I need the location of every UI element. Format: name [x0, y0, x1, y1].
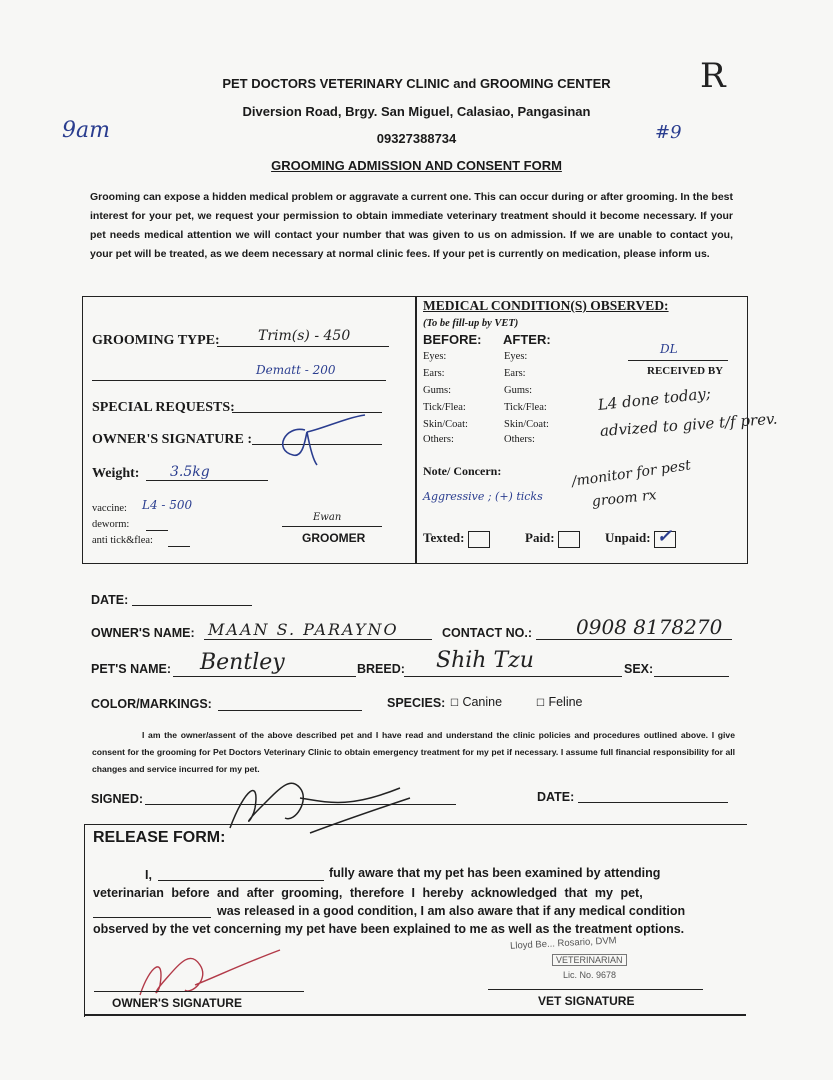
clinic-name: PET DOCTORS VETERINARY CLINIC and GROOMING CENTER — [222, 76, 611, 91]
after-eyes: Eyes: — [504, 351, 528, 362]
species-label: SPECIES: — [387, 696, 446, 710]
owner-name-line — [204, 639, 432, 640]
vet-note-2: advized to give t/f prev. — [599, 409, 779, 440]
contact-value: 0908 8178270 — [576, 615, 723, 639]
release-text-4: observed by the vet concerning my pet have been explained to me as well as the treatment options. — [93, 922, 685, 936]
before-skincoat: Skin/Coat: — [423, 419, 468, 430]
owner-signature-scribble-1 — [265, 410, 375, 470]
contact-line — [536, 639, 732, 640]
date-label: DATE: — [91, 593, 129, 607]
after-ears: Ears: — [504, 368, 526, 379]
feline-label: Feline — [548, 695, 583, 709]
sex-line — [654, 676, 729, 677]
groomer-line — [282, 526, 382, 527]
before-eyes: Eyes: — [423, 351, 447, 362]
queue-number: #9 — [655, 122, 682, 143]
medical-subtitle: (To be fill-up by VET) — [423, 318, 519, 329]
clinic-address: Diversion Road, Brgy. San Miguel, Calasiao, Pangasinan — [242, 104, 591, 119]
paid-label — [525, 530, 580, 548]
after-tickflea: Tick/Flea: — [504, 402, 547, 413]
after-label: AFTER: — [503, 332, 551, 347]
vaccine-label: vaccine: — [92, 503, 127, 514]
vet-stamp-line-3: Lic. No. 9678 — [563, 970, 617, 980]
breed-value: Shih Tzu — [436, 648, 534, 673]
time-annotation: 9am — [62, 118, 110, 143]
color-line — [218, 710, 362, 711]
corner-mark: R — [700, 56, 726, 96]
medical-title: MEDICAL CONDITION(S) OBSERVED: — [423, 298, 669, 313]
box-divider — [415, 296, 417, 564]
owner-sig-line — [94, 991, 304, 992]
signed-date-line — [578, 802, 728, 803]
before-gums: Gums: — [423, 385, 452, 396]
species-feline-option[interactable] — [536, 695, 583, 709]
breed-label: BREED: — [357, 662, 405, 676]
after-gums: Gums: — [504, 385, 533, 396]
texted-text: Texted: — [423, 530, 465, 545]
after-others: Others: — [504, 434, 535, 445]
unpaid-text: Unpaid: — [605, 530, 651, 545]
texted-label — [423, 530, 490, 548]
vet-note-1: L4 done today; — [597, 384, 712, 414]
note-extra-1: /monitor for pest — [570, 457, 692, 490]
grooming-type-line-2 — [92, 380, 386, 381]
pet-name-line — [173, 676, 356, 677]
deworm-line — [146, 530, 168, 531]
species-canine-option[interactable] — [450, 695, 502, 709]
owner-name-value: MAAN S. PARAYNO — [208, 620, 399, 639]
after-skincoat: Skin/Coat: — [504, 419, 549, 430]
unpaid-label — [605, 525, 676, 548]
vet-stamp-line-1: Lloyd Be... Rosario, DVM — [509, 935, 617, 952]
note-label: Note/ Concern: — [423, 464, 502, 478]
pet-name-value: Bentley — [200, 650, 285, 675]
texted-checkbox[interactable] — [468, 531, 490, 548]
release-box-bottom — [84, 1014, 746, 1016]
paid-text: Paid: — [525, 530, 555, 545]
release-owner-signature-scribble — [120, 935, 300, 1005]
grooming-type-label: GROOMING TYPE: — [92, 333, 220, 348]
release-pet-line — [93, 917, 211, 918]
deworm-label: deworm: — [92, 519, 130, 530]
color-label: COLOR/MARKINGS: — [91, 697, 212, 711]
before-ears: Ears: — [423, 368, 445, 379]
received-initials: DL — [660, 342, 678, 356]
release-title: RELEASE FORM: — [93, 829, 226, 846]
release-text-3: was released in a good condition, I am also aware that if any medical condition — [217, 904, 686, 918]
antitick-label: anti tick&flea: — [92, 535, 153, 546]
note-extra-2: groom rx — [591, 487, 658, 510]
release-name-line — [158, 880, 324, 881]
grooming-type-line — [217, 346, 389, 347]
before-others: Others: — [423, 434, 454, 445]
release-i: I, — [145, 868, 152, 882]
contact-label: CONTACT NO.: — [442, 626, 533, 640]
intro-paragraph: Grooming can expose a hidden medical problem or aggravate a current one. This can occur during or after grooming. In the best interest for your pet, we request your permission to obtain immediate veterinary treatment should it become necessary. If your pet needs medical attention we will contact your number that was given to us on admission. If we are unable to contact you, your pet will be treated, as we deem necessary at normal clinic fees. If your pet is currently on medication, please inform us. — [90, 191, 733, 260]
vet-stamp-line-2: VETERINARIAN — [552, 954, 627, 966]
paid-checkbox[interactable] — [558, 531, 580, 548]
release-text-2: veterinarian before and after grooming, therefore I hereby acknowledged that my pet, — [93, 886, 643, 900]
owner-name-label: OWNER'S NAME: — [91, 626, 195, 640]
before-tickflea: Tick/Flea: — [423, 402, 466, 413]
unpaid-checkmark: ✓ — [656, 525, 672, 547]
weight-value: 3.5kg — [170, 464, 210, 480]
groomer-name: Ewan — [313, 512, 342, 523]
weight-line — [146, 480, 268, 481]
vet-sig-line — [488, 989, 703, 990]
unpaid-checkbox[interactable] — [654, 525, 676, 548]
vaccine-value: L4 - 500 — [142, 498, 193, 512]
form-title: GROOMING ADMISSION AND CONSENT FORM — [271, 158, 562, 173]
breed-line — [404, 676, 622, 677]
signed-label: SIGNED: — [91, 792, 144, 806]
consent-paragraph: I am the owner/assent of the above described pet and I have read and understand the clinic policies and procedures outlined above. I give consent for the grooming for Pet Doctors Veterinary Clinic to obtain emergency treatment for my pet if necessary. I assume full financial responsibility for all changes and service incurred for my pet. — [92, 730, 735, 774]
owner-signature-label: OWNER'S SIGNATURE : — [92, 432, 252, 447]
canine-checkbox[interactable]: ☐ — [450, 698, 459, 709]
special-requests-label: SPECIAL REQUESTS: — [92, 400, 235, 415]
grooming-type-value: Trim(s) - 450 — [258, 328, 351, 344]
note-value: Aggressive ; (+) ticks — [423, 490, 543, 503]
date-line — [132, 605, 252, 606]
before-label: BEFORE: — [423, 332, 482, 347]
weight-label: Weight: — [92, 466, 140, 481]
owner-sig-label: OWNER'S SIGNATURE — [112, 996, 242, 1010]
clinic-phone: 09327388734 — [376, 131, 457, 146]
sex-label: SEX: — [624, 662, 654, 676]
release-text-1: fully aware that my pet has been examined by attending — [329, 866, 661, 880]
canine-label: Canine — [462, 695, 503, 709]
vet-sig-label: VET SIGNATURE — [538, 994, 635, 1008]
groomer-label: GROOMER — [302, 531, 366, 545]
feline-checkbox[interactable]: ☐ — [536, 698, 545, 709]
signed-date-label: DATE: — [537, 790, 575, 804]
antitick-line — [168, 546, 190, 547]
grooming-type-value-2: Dematt - 200 — [256, 363, 336, 377]
received-label: RECEIVED BY — [647, 365, 724, 377]
pet-name-label: PET'S NAME: — [91, 662, 172, 676]
received-line — [628, 360, 728, 361]
